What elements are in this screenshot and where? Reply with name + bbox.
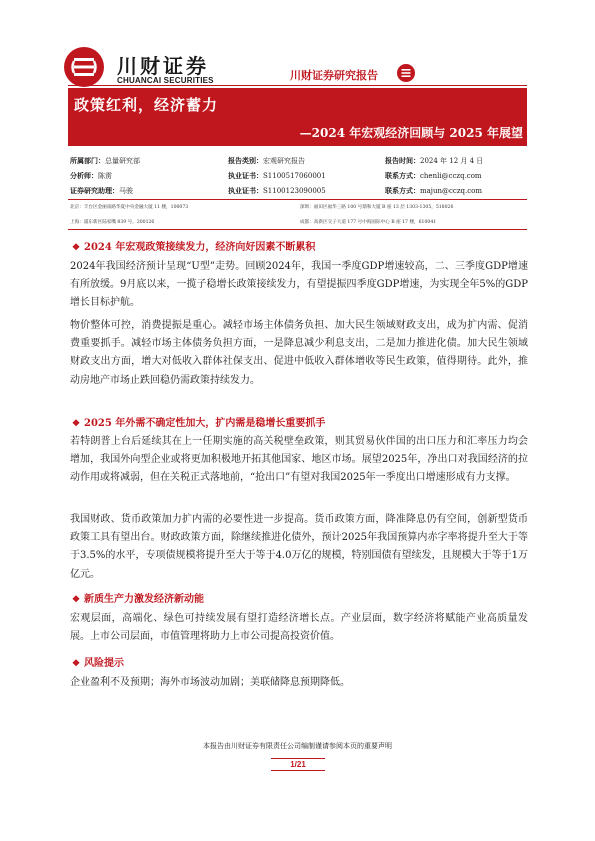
meta-contact-2: 联系方式：majun@cczq.com [385, 186, 483, 195]
page-number: 1/21 [271, 758, 325, 771]
section-paragraph: 物价整体可控，消费提振是重心。减轻市场主体债务负担、加大民生领域财政支出，成为扩内需、促消费重要抓手。减轻市场主体债务负担方面，一是降息减少利息支出，二是加力推进化债。加大民生领域财政支出方面，增大对低收入群体社保支出、促进中低收入群体增收等民生政策，值得期待。此外，推动房地产市场止跌回稳仍需政策持续发力。 [70, 320, 528, 386]
section-heading: ❖ 风险提示 [72, 658, 124, 669]
report-subtitle: —2024 年宏观经济回顾与 2025 年展望 [299, 126, 523, 140]
section-heading: ❖ 2024 年宏观政策接续发力，经济向好因素不断累积 [72, 242, 316, 253]
address-divider [68, 229, 527, 230]
meta-cert: 执业证书：S1100517060001 [228, 171, 326, 180]
meta-dept: 所属部门：总量研究部 [70, 156, 140, 165]
meta-contact: 联系方式：chenli@cczq.com [385, 171, 482, 180]
report-title: 政策红利，经济蓄力 [74, 96, 219, 114]
address-shanghai: 上海：浦东新区陆家嘴 839 号，200126 [70, 220, 155, 225]
diamond-icon: ❖ [72, 595, 81, 605]
meta-divider [68, 199, 527, 200]
section-paragraph: 企业盈利不及预期；海外市场波动加剧；美联储降息预期降低。 [70, 677, 350, 688]
address-chengdu: 成都：高新区交子大道 177 号中海国际中心 B 座 17 楼，610041 [300, 220, 437, 225]
report-type-label: 川财证券研究报告 [290, 69, 378, 82]
company-name-cn: 川财证券 [117, 54, 209, 78]
brand-mark-icon [397, 64, 415, 82]
footer-disclaimer: 本报告由川财证券有限责任公司编制谨请参阅本页的重要声明 [203, 742, 392, 750]
section-paragraph: 我国财政、货币政策加力扩内需的必要性进一步提高。货币政策方面，降准降息仍有空间，创新型货币政策工具有望出台。财政政策方面，除继续推进化债外，预计2025年我国预算内赤字率将提升至大于等于3.5%的水平，专项债规模将提升至大于等于4.0万亿的规模，特别国债有望续发，且规模大于等于1万亿元。 [70, 514, 528, 580]
company-logo-icon [64, 47, 104, 87]
company-name-en: CHUANCAI SECURITIES [117, 76, 214, 85]
meta-assistant: 证券研究助理：马骏 [70, 186, 133, 195]
meta-time: 报告时间：2024 年 12 月 4 日 [385, 156, 484, 165]
title-banner [68, 88, 527, 146]
address-shenzhen: 深圳：福田区福华三路 100 号鼎和大厦 B 座 13 层 1303-1305，518026 [300, 205, 454, 210]
address-beijing: 北京：丰台区金丽南路华夏中央金融大厦 11 楼，100073 [70, 205, 189, 210]
diamond-icon: ❖ [72, 243, 81, 253]
meta-cert-2: 执业证书：S1100123090005 [228, 186, 326, 195]
diamond-icon: ❖ [72, 659, 81, 669]
header-divider [68, 85, 527, 86]
section-heading: ❖ 新质生产力激发经济新动能 [72, 594, 204, 605]
diamond-icon: ❖ [72, 419, 81, 429]
section-paragraph: 宏观层面，高端化、绿色可持续发展有望打造经济增长点。产业层面，数字经济将赋能产业高质量发展。上市公司层面，市值管理将助力上市公司提高投资价值。 [70, 613, 528, 643]
meta-category: 报告类别：宏观研究报告 [228, 156, 305, 165]
section-paragraph: 若特朗普上台后延续其在上一任期实施的高关税壁垒政策，则其贸易伙伴国的出口压力和汇率压力均会增加，我国外向型企业或将更加积极地开拓其他国家、地区市场。展望2025年，净出口对我国经济的拉动作用或将减弱，但在关税正式落地前，“抢出口”有望对我国2025年一季度出口增速形成有力支撑。 [70, 436, 528, 484]
meta-analyst: 分析师：陈雳 [70, 171, 112, 180]
section-heading: ❖ 2025 年外需不确定性加大，扩内需是稳增长重要抓手 [72, 418, 326, 429]
section-paragraph: 2024年我国经济预计呈现“U型”走势。回顾2024年，我国一季度GDP增速较高，二、三季度GDP增速有所放缓。9月底以来，一揽子稳增长政策接续发力，有望提振四季度GDP增速，为实现全年5%的GDP增长目标护航。 [70, 261, 528, 309]
